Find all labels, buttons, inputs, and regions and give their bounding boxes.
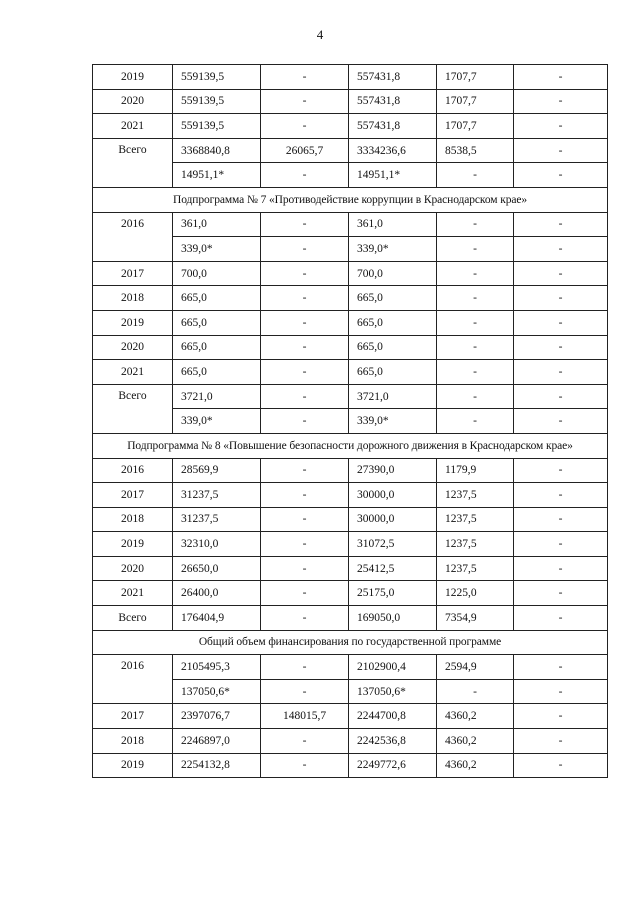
table-row	[93, 532, 608, 557]
cell-federal: -	[261, 409, 349, 434]
cell-local: -	[437, 679, 514, 704]
cell-federal: -	[261, 655, 349, 680]
table-row	[93, 581, 608, 606]
row-label: 2019	[93, 753, 173, 778]
cell-other: -	[514, 606, 608, 631]
cell-regional: 27390,0	[349, 458, 437, 483]
cell-total: 559139,5	[173, 114, 261, 139]
cell-local: -	[437, 237, 514, 262]
cell-federal: -	[261, 89, 349, 114]
row-label: 2021	[93, 360, 173, 385]
table-row	[93, 335, 608, 360]
cell-other: -	[514, 89, 608, 114]
row-label: 2016	[93, 458, 173, 483]
row-label: 2019	[93, 65, 173, 90]
cell-local: 1237,5	[437, 532, 514, 557]
cell-regional: 169050,0	[349, 606, 437, 631]
cell-regional: 3721,0	[349, 384, 437, 409]
cell-local: -	[437, 335, 514, 360]
cell-federal: -	[261, 237, 349, 262]
table-row	[93, 753, 608, 778]
cell-regional: 339,0*	[349, 237, 437, 262]
cell-total: 559139,5	[173, 89, 261, 114]
cell-total: 26400,0	[173, 581, 261, 606]
cell-regional: 137050,6*	[349, 679, 437, 704]
cell-other: -	[514, 261, 608, 286]
cell-federal: -	[261, 384, 349, 409]
cell-regional: 2102900,4	[349, 655, 437, 680]
cell-regional: 2242536,8	[349, 729, 437, 754]
cell-total: 3368840,8	[173, 138, 261, 163]
cell-federal: -	[261, 753, 349, 778]
cell-federal: -	[261, 360, 349, 385]
cell-local: 1179,9	[437, 458, 514, 483]
row-label: 2020	[93, 335, 173, 360]
total-financing-title: Общий объем финансирования по государственной программе	[93, 630, 608, 655]
cell-other: -	[514, 65, 608, 90]
subprogram-7-title: Подпрограмма № 7 «Противодействие коррупции в Краснодарском крае»	[93, 187, 608, 212]
cell-federal: 148015,7	[261, 704, 349, 729]
cell-total: 31237,5	[173, 507, 261, 532]
table-row	[93, 261, 608, 286]
row-label: Всего	[93, 138, 173, 187]
cell-regional: 557431,8	[349, 114, 437, 139]
cell-federal: -	[261, 679, 349, 704]
cell-total: 3721,0	[173, 384, 261, 409]
cell-total: 26650,0	[173, 556, 261, 581]
cell-local: 4360,2	[437, 704, 514, 729]
section-header-row	[93, 630, 608, 655]
subprogram-8-title: Подпрограмма № 8 «Повышение безопасности дорожного движения в Краснодарском крае»	[93, 433, 608, 458]
row-label: 2019	[93, 532, 173, 557]
cell-federal: 26065,7	[261, 138, 349, 163]
cell-local: -	[437, 409, 514, 434]
row-label: 2017	[93, 483, 173, 508]
cell-other: -	[514, 212, 608, 237]
cell-total: 2397076,7	[173, 704, 261, 729]
table-row	[93, 384, 608, 409]
cell-other: -	[514, 286, 608, 311]
row-label: 2017	[93, 704, 173, 729]
table-row	[93, 138, 608, 163]
cell-regional: 557431,8	[349, 65, 437, 90]
cell-federal: -	[261, 729, 349, 754]
cell-federal: -	[261, 581, 349, 606]
cell-local: -	[437, 212, 514, 237]
cell-federal: -	[261, 114, 349, 139]
row-label: 2016	[93, 212, 173, 261]
cell-local: -	[437, 163, 514, 188]
row-label: 2016	[93, 655, 173, 704]
cell-local: -	[437, 360, 514, 385]
row-label: 2018	[93, 729, 173, 754]
cell-federal: -	[261, 65, 349, 90]
cell-total: 2105495,3	[173, 655, 261, 680]
cell-local: -	[437, 286, 514, 311]
cell-total: 28569,9	[173, 458, 261, 483]
cell-other: -	[514, 458, 608, 483]
table-row	[93, 556, 608, 581]
cell-other: -	[514, 138, 608, 163]
cell-other: -	[514, 556, 608, 581]
cell-federal: -	[261, 335, 349, 360]
cell-total: 665,0	[173, 286, 261, 311]
cell-federal: -	[261, 483, 349, 508]
table-row	[93, 483, 608, 508]
section-header-row	[93, 187, 608, 212]
table-row	[93, 89, 608, 114]
cell-federal: -	[261, 556, 349, 581]
cell-regional: 30000,0	[349, 483, 437, 508]
table-row	[93, 655, 608, 680]
cell-federal: -	[261, 606, 349, 631]
cell-other: -	[514, 114, 608, 139]
cell-other: -	[514, 507, 608, 532]
row-label: 2018	[93, 286, 173, 311]
cell-local: 1707,7	[437, 114, 514, 139]
cell-other: -	[514, 384, 608, 409]
cell-regional: 2249772,6	[349, 753, 437, 778]
cell-total: 14951,1*	[173, 163, 261, 188]
cell-total: 176404,9	[173, 606, 261, 631]
cell-local: 2594,9	[437, 655, 514, 680]
cell-regional: 25412,5	[349, 556, 437, 581]
cell-federal: -	[261, 532, 349, 557]
cell-regional: 30000,0	[349, 507, 437, 532]
cell-regional: 14951,1*	[349, 163, 437, 188]
cell-local: 1707,7	[437, 89, 514, 114]
cell-other: -	[514, 237, 608, 262]
table-row	[93, 65, 608, 90]
cell-regional: 2244700,8	[349, 704, 437, 729]
table-row	[93, 606, 608, 631]
cell-federal: -	[261, 163, 349, 188]
table-row	[93, 704, 608, 729]
table-row	[93, 310, 608, 335]
cell-local: -	[437, 261, 514, 286]
row-label: Всего	[93, 384, 173, 433]
cell-total: 361,0	[173, 212, 261, 237]
cell-local: 1225,0	[437, 581, 514, 606]
cell-local: -	[437, 384, 514, 409]
table-row	[93, 458, 608, 483]
cell-other: -	[514, 335, 608, 360]
cell-total: 665,0	[173, 310, 261, 335]
cell-total: 137050,6*	[173, 679, 261, 704]
table-row	[93, 360, 608, 385]
cell-other: -	[514, 679, 608, 704]
cell-regional: 665,0	[349, 335, 437, 360]
cell-local: 7354,9	[437, 606, 514, 631]
cell-local: 1707,7	[437, 65, 514, 90]
cell-other: -	[514, 310, 608, 335]
row-label: Всего	[93, 606, 173, 631]
cell-regional: 25175,0	[349, 581, 437, 606]
cell-total: 559139,5	[173, 65, 261, 90]
cell-local: 8538,5	[437, 138, 514, 163]
cell-regional: 700,0	[349, 261, 437, 286]
cell-local: 1237,5	[437, 507, 514, 532]
cell-other: -	[514, 483, 608, 508]
cell-total: 2246897,0	[173, 729, 261, 754]
row-label: 2017	[93, 261, 173, 286]
cell-total: 31237,5	[173, 483, 261, 508]
row-label: 2021	[93, 114, 173, 139]
cell-other: -	[514, 581, 608, 606]
row-label: 2020	[93, 556, 173, 581]
section-header-row	[93, 433, 608, 458]
row-label: 2018	[93, 507, 173, 532]
row-label: 2019	[93, 310, 173, 335]
cell-local: 4360,2	[437, 753, 514, 778]
cell-other: -	[514, 409, 608, 434]
cell-other: -	[514, 360, 608, 385]
cell-federal: -	[261, 261, 349, 286]
cell-federal: -	[261, 458, 349, 483]
page-number: 4	[316, 27, 324, 42]
cell-other: -	[514, 532, 608, 557]
cell-total: 665,0	[173, 360, 261, 385]
cell-regional: 665,0	[349, 286, 437, 311]
cell-other: -	[514, 655, 608, 680]
cell-other: -	[514, 753, 608, 778]
cell-regional: 339,0*	[349, 409, 437, 434]
table-row	[93, 286, 608, 311]
cell-regional: 3334236,6	[349, 138, 437, 163]
cell-total: 339,0*	[173, 409, 261, 434]
cell-other: -	[514, 729, 608, 754]
table-row	[93, 114, 608, 139]
cell-regional: 557431,8	[349, 89, 437, 114]
cell-total: 665,0	[173, 335, 261, 360]
cell-total: 32310,0	[173, 532, 261, 557]
cell-regional: 665,0	[349, 310, 437, 335]
cell-total: 2254132,8	[173, 753, 261, 778]
cell-other: -	[514, 163, 608, 188]
cell-total: 339,0*	[173, 237, 261, 262]
table-row	[93, 729, 608, 754]
cell-local: 1237,5	[437, 483, 514, 508]
row-label: 2021	[93, 581, 173, 606]
table-row	[93, 507, 608, 532]
cell-local: 1237,5	[437, 556, 514, 581]
cell-local: 4360,2	[437, 729, 514, 754]
cell-regional: 361,0	[349, 212, 437, 237]
cell-other: -	[514, 704, 608, 729]
cell-federal: -	[261, 507, 349, 532]
table-row	[93, 212, 608, 237]
cell-federal: -	[261, 286, 349, 311]
financing-table	[92, 64, 608, 778]
cell-total: 700,0	[173, 261, 261, 286]
cell-local: -	[437, 310, 514, 335]
cell-regional: 665,0	[349, 360, 437, 385]
cell-federal: -	[261, 212, 349, 237]
cell-regional: 31072,5	[349, 532, 437, 557]
cell-federal: -	[261, 310, 349, 335]
row-label: 2020	[93, 89, 173, 114]
